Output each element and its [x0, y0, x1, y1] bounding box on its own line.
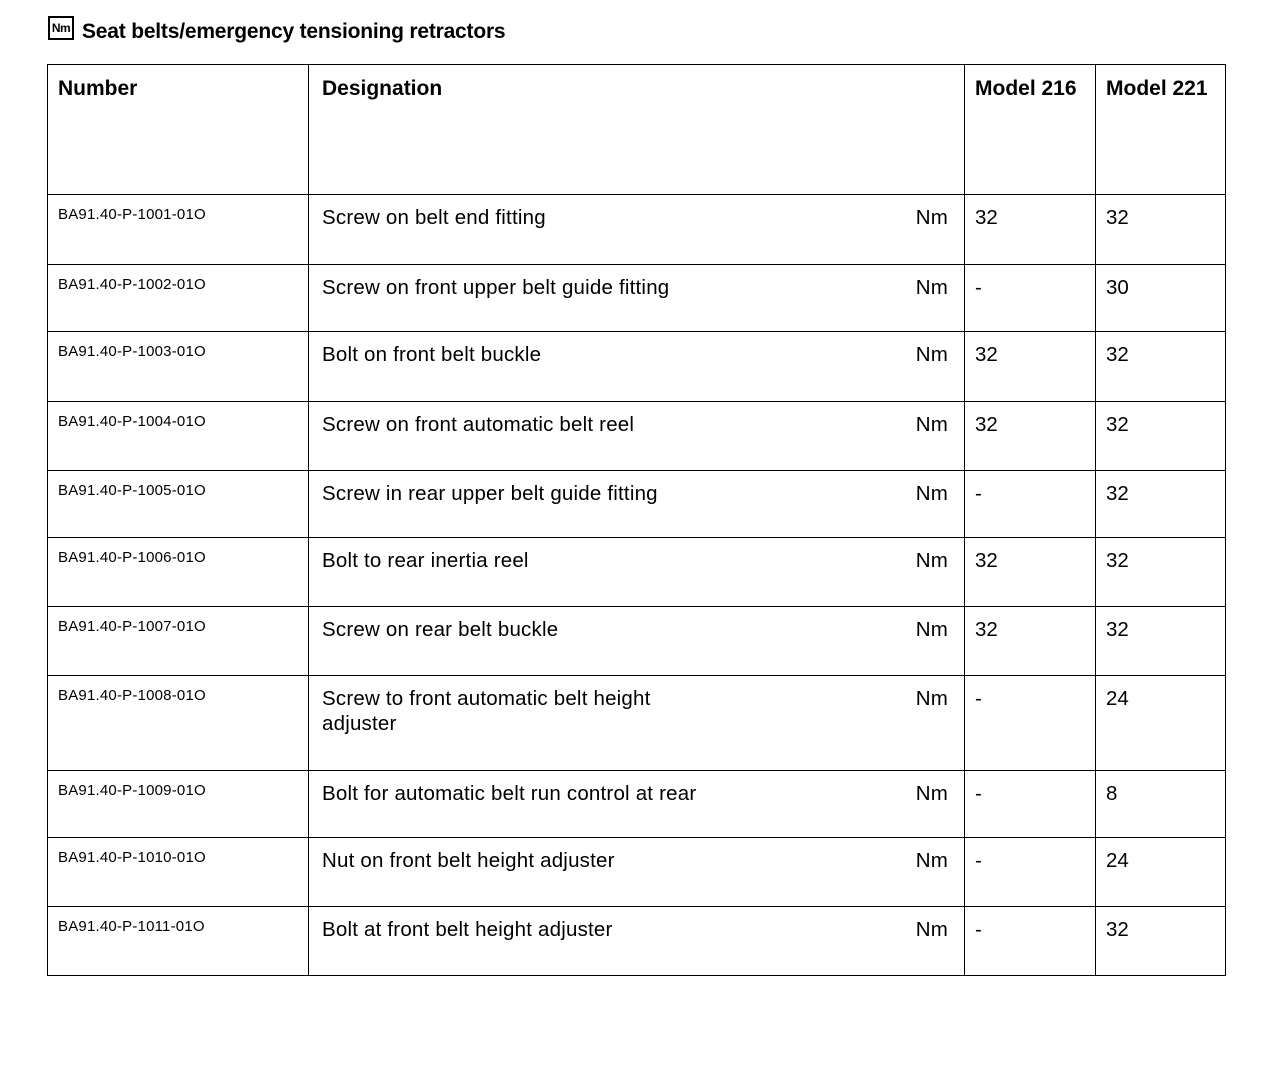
page-title: Seat belts/emergency tensioning retractors	[82, 20, 506, 43]
unit-label: Nm	[915, 849, 948, 872]
cell-model-216: -	[965, 838, 1096, 907]
cell-number: BA91.40-P-1003-01O	[48, 332, 309, 402]
cell-model-221: 8	[1096, 771, 1226, 838]
cell-model-221: 24	[1096, 676, 1226, 771]
unit-label: Nm	[915, 206, 948, 229]
column-header-designation: Designation	[309, 65, 965, 195]
table-row	[48, 332, 1226, 402]
cell-number: BA91.40-P-1009-01O	[48, 771, 309, 838]
cell-model-221: 32	[1096, 607, 1226, 676]
cell-model-216: 32	[965, 195, 1096, 265]
cell-number: BA91.40-P-1008-01O	[48, 676, 309, 771]
cell-model-216: 32	[965, 332, 1096, 402]
cell-designation: Screw on belt end fitting Nm	[309, 195, 965, 265]
cell-number: BA91.40-P-1002-01O	[48, 265, 309, 332]
table-row	[48, 676, 1226, 771]
cell-number: BA91.40-P-1006-01O	[48, 538, 309, 607]
cell-number: BA91.40-P-1011-01O	[48, 907, 309, 976]
table-row	[48, 195, 1226, 265]
table-header-row	[48, 65, 1226, 195]
cell-number: BA91.40-P-1004-01O	[48, 402, 309, 471]
table-row	[48, 265, 1226, 332]
cell-model-221: 32	[1096, 332, 1226, 402]
table-row	[48, 771, 1226, 838]
cell-designation: Screw in rear upper belt guide fitting Nm	[309, 471, 965, 538]
table-row	[48, 607, 1226, 676]
cell-model-221: 32	[1096, 471, 1226, 538]
cell-number: BA91.40-P-1010-01O	[48, 838, 309, 907]
table-row	[48, 838, 1226, 907]
cell-number: BA91.40-P-1005-01O	[48, 471, 309, 538]
cell-designation: Nut on front belt height adjuster Nm	[309, 838, 965, 907]
cell-model-221: 32	[1096, 402, 1226, 471]
unit-label: Nm	[915, 413, 948, 436]
unit-label: Nm	[915, 549, 948, 572]
cell-designation: Bolt at front belt height adjuster Nm	[309, 907, 965, 976]
column-header-number: Number	[48, 65, 309, 195]
page-header	[48, 17, 505, 47]
unit-label: Nm	[915, 343, 948, 366]
cell-designation: Bolt for automatic belt run control at rear Nm	[309, 771, 965, 838]
cell-model-216: -	[965, 265, 1096, 332]
table-row	[48, 471, 1226, 538]
cell-designation: Screw to front automatic belt height adjuster Nm	[309, 676, 965, 771]
cell-model-221: 32	[1096, 538, 1226, 607]
cell-designation: Screw on front upper belt guide fitting Nm	[309, 265, 965, 332]
cell-model-221: 24	[1096, 838, 1226, 907]
cell-model-216: 32	[965, 607, 1096, 676]
cell-model-216: -	[965, 471, 1096, 538]
cell-number: BA91.40-P-1007-01O	[48, 607, 309, 676]
unit-label: Nm	[915, 482, 948, 505]
unit-label: Nm	[915, 687, 948, 710]
torque-nm-icon: Nm	[48, 16, 74, 40]
unit-label: Nm	[915, 782, 948, 805]
unit-label: Nm	[915, 618, 948, 641]
cell-designation: Bolt on front belt buckle Nm	[309, 332, 965, 402]
table-row	[48, 538, 1226, 607]
column-header-model-216: Model 216	[965, 65, 1096, 195]
cell-designation: Screw on rear belt buckle Nm	[309, 607, 965, 676]
table-row	[48, 907, 1226, 976]
cell-designation: Screw on front automatic belt reel Nm	[309, 402, 965, 471]
unit-label: Nm	[915, 276, 948, 299]
cell-model-216: -	[965, 676, 1096, 771]
torque-table	[47, 64, 1226, 976]
table-row	[48, 402, 1226, 471]
cell-model-216: -	[965, 771, 1096, 838]
cell-model-221: 32	[1096, 907, 1226, 976]
unit-label: Nm	[915, 918, 948, 941]
cell-model-221: 32	[1096, 195, 1226, 265]
cell-model-221: 30	[1096, 265, 1226, 332]
cell-number: BA91.40-P-1001-01O	[48, 195, 309, 265]
cell-model-216: -	[965, 907, 1096, 976]
cell-model-216: 32	[965, 402, 1096, 471]
cell-model-216: 32	[965, 538, 1096, 607]
cell-designation: Bolt to rear inertia reel Nm	[309, 538, 965, 607]
column-header-model-221: Model 221	[1096, 65, 1226, 195]
